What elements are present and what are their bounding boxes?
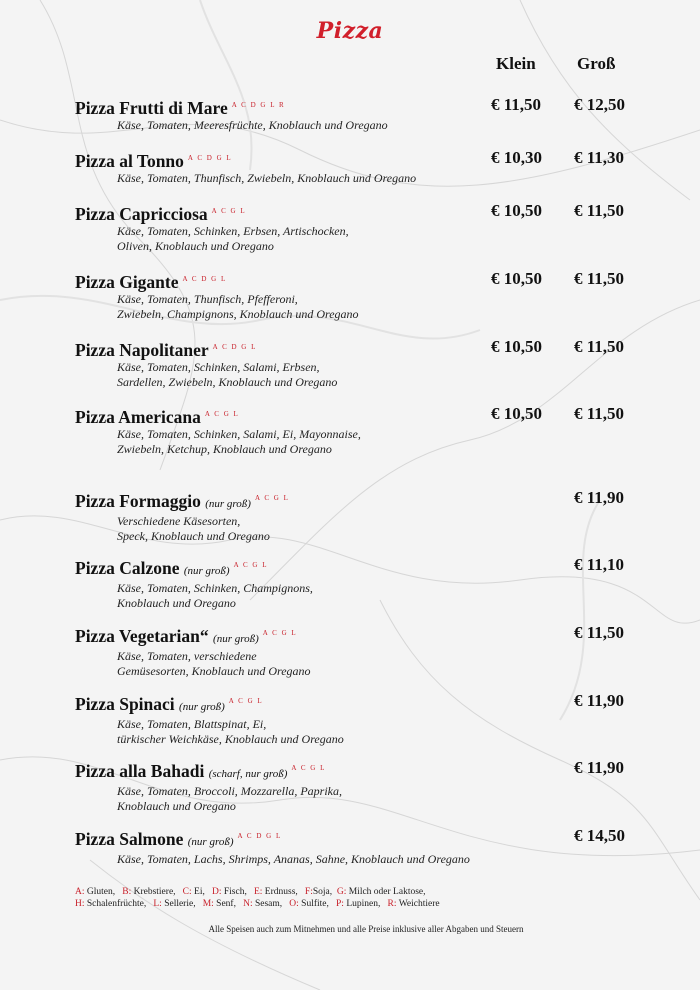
legend-label: Ei, (194, 887, 205, 897)
price-small: € 10,50 (491, 404, 542, 423)
item-name: Pizza Americana (75, 406, 201, 427)
menu-item (75, 555, 655, 611)
price-small: € 10,50 (491, 337, 542, 356)
legend-label: Erdnuss, (264, 887, 298, 897)
menu-item (75, 488, 655, 544)
item-name: Pizza Spinaci (75, 693, 175, 714)
legend-label: Sulfite, (301, 899, 329, 909)
allergen-codes: A C G L (262, 629, 298, 637)
menu-item (75, 691, 655, 747)
item-note: (nur groß) (179, 700, 225, 713)
item-note: (nur groß) (205, 497, 251, 510)
legend-label: Schalenfrüchte, (86, 899, 147, 909)
legend-code: M: (202, 899, 214, 909)
item-description: Käse, Tomaten, Schinken, Salami, Ei, Mayonnaise, (117, 426, 361, 441)
legend-label: Lupinen, (346, 899, 381, 909)
legend-code: H: (75, 899, 85, 909)
item-name: Pizza Gigante (75, 271, 179, 292)
item-description: Käse, Tomaten, Schinken, Salami, Erbsen, (117, 359, 320, 374)
item-name: Pizza Formaggio (75, 490, 201, 511)
item-name: Pizza Napolitaner (75, 339, 209, 360)
item-description-line2: Zwiebeln, Champignons, Knoblauch und Oregano (117, 306, 359, 321)
legend-line (75, 886, 440, 898)
menu-item (75, 826, 655, 867)
legend-label: Milch oder Laktose, (348, 887, 426, 897)
legend-code: D: (211, 887, 222, 897)
legend-code: F: (304, 887, 313, 897)
item-name: Pizza Vegetarian“ (75, 625, 209, 646)
allergen-codes: A C G L (228, 697, 264, 705)
item-name: Pizza Calzone (75, 557, 180, 578)
item-description: Käse, Tomaten, Thunfisch, Zwiebeln, Knoblauch und Oregano (117, 170, 417, 185)
menu-item (75, 337, 655, 390)
legend-label: Sesam, (254, 899, 283, 909)
price-large: € 11,90 (574, 758, 625, 777)
allergen-codes: A C G L (291, 764, 326, 772)
item-description: Käse, Tomaten, Lachs, Shrimps, Ananas, Sahne, Knoblauch und Oregano (117, 851, 470, 866)
item-description: Käse, Tomaten, Schinken, Champignons, (117, 580, 313, 595)
item-note: (nur groß) (213, 632, 259, 645)
price-large: € 11,10 (574, 555, 625, 574)
menu-title: Pizza (316, 18, 384, 44)
price-large: € 11,50 (574, 404, 625, 423)
allergen-codes: A C G L (254, 494, 290, 502)
legend-label: Soja, (312, 887, 333, 897)
legend-code: P: (336, 899, 344, 909)
legend-code: L: (153, 899, 162, 909)
legend-label: Krebstiere, (133, 887, 176, 897)
allergen-codes: A C G L (211, 207, 247, 215)
price-large: € 11,30 (574, 148, 625, 167)
footer-note: Alle Speisen auch zum Mitnehmen und alle Preise inklusive aller Abgaben und Steuern (208, 924, 524, 934)
allergen-codes: A C D G L (187, 154, 233, 162)
price-large: € 11,90 (574, 691, 625, 710)
legend-label: Sellerie, (164, 899, 196, 909)
menu-item (75, 269, 655, 322)
price-large: € 11,50 (574, 337, 625, 356)
item-note: (nur groß) (187, 835, 234, 848)
item-description: Käse, Tomaten, verschiedene (117, 648, 257, 663)
legend-label: Fisch, (223, 887, 247, 897)
allergen-codes: A C D G L (182, 275, 227, 283)
item-note: (nur groß) (183, 564, 230, 577)
item-description-line2: Zwiebeln, Ketchup, Knoblauch und Oregano (117, 441, 332, 456)
item-description-line2: Sardellen, Zwiebeln, Knoblauch und Oregano (117, 374, 338, 389)
item-description-line2: türkischer Weichkäse, Knoblauch und Oregano (117, 731, 344, 746)
legend-label: Senf, (216, 899, 236, 909)
price-large: € 11,50 (574, 201, 625, 220)
item-description: Käse, Tomaten, Thunfisch, Pfefferoni, (117, 291, 298, 306)
legend-code: R: (387, 899, 397, 909)
allergen-codes: A C G L (233, 561, 269, 569)
allergen-codes: A C D G L (212, 343, 257, 351)
item-name: Pizza Frutti di Mare (75, 97, 228, 118)
price-small: € 11,50 (491, 95, 542, 114)
item-description: Käse, Tomaten, Broccoli, Mozzarella, Paprika, (117, 783, 342, 798)
menu-item (75, 148, 655, 186)
price-large: € 11,50 (574, 269, 625, 288)
price-small: € 10,50 (491, 201, 542, 220)
menu-item (75, 95, 655, 133)
legend-line (75, 898, 440, 910)
legend-code: B: (122, 887, 132, 897)
item-description-line2: Knoblauch und Oregano (117, 595, 236, 610)
legend-code: N: (243, 899, 253, 909)
menu-item (75, 758, 655, 814)
item-note: (scharf, nur groß) (208, 767, 288, 780)
price-large: € 11,90 (574, 488, 625, 507)
allergen-codes: A C D G L R (231, 101, 286, 109)
item-description-line2: Speck, Knoblauch und Oregano (117, 528, 270, 543)
price-large: € 11,50 (574, 623, 625, 642)
item-description: Käse, Tomaten, Schinken, Erbsen, Artischocken, (117, 223, 349, 238)
column-header-large: Groß (577, 54, 616, 73)
item-description-line2: Gemüsesorten, Knoblauch und Oregano (117, 663, 311, 678)
item-description: Käse, Tomaten, Meeresfrüchte, Knoblauch und Oregano (117, 117, 388, 132)
item-name: Pizza al Tonno (75, 150, 184, 171)
price-large: € 14,50 (574, 826, 625, 845)
column-header-small: Klein (496, 54, 536, 73)
legend-code: E: (253, 887, 263, 897)
allergen-legend (75, 886, 440, 910)
item-name: Pizza alla Bahadi (75, 760, 205, 781)
legend-label: Gluten, (86, 887, 116, 897)
price-large: € 12,50 (574, 95, 625, 114)
legend-label: Weichtiere (398, 899, 440, 909)
menu-item (75, 623, 655, 679)
legend-code: G: (336, 887, 347, 897)
legend-code: C: (182, 887, 192, 897)
item-name: Pizza Salmone (75, 828, 184, 849)
allergen-codes: A C G L (204, 410, 240, 418)
menu-item (75, 404, 655, 457)
item-description-line2: Knoblauch und Oregano (117, 798, 236, 813)
menu-item (75, 201, 655, 254)
price-small: € 10,30 (491, 148, 542, 167)
item-name: Pizza Capricciosa (75, 203, 208, 224)
legend-code: A: (75, 887, 85, 897)
item-description: Verschiedene Käsesorten, (117, 513, 241, 528)
allergen-codes: A C D G L (237, 832, 282, 840)
legend-code: O: (289, 899, 299, 909)
item-description-line2: Oliven, Knoblauch und Oregano (117, 238, 274, 253)
price-small: € 10,50 (491, 269, 542, 288)
item-description: Käse, Tomaten, Blattspinat, Ei, (117, 716, 267, 731)
